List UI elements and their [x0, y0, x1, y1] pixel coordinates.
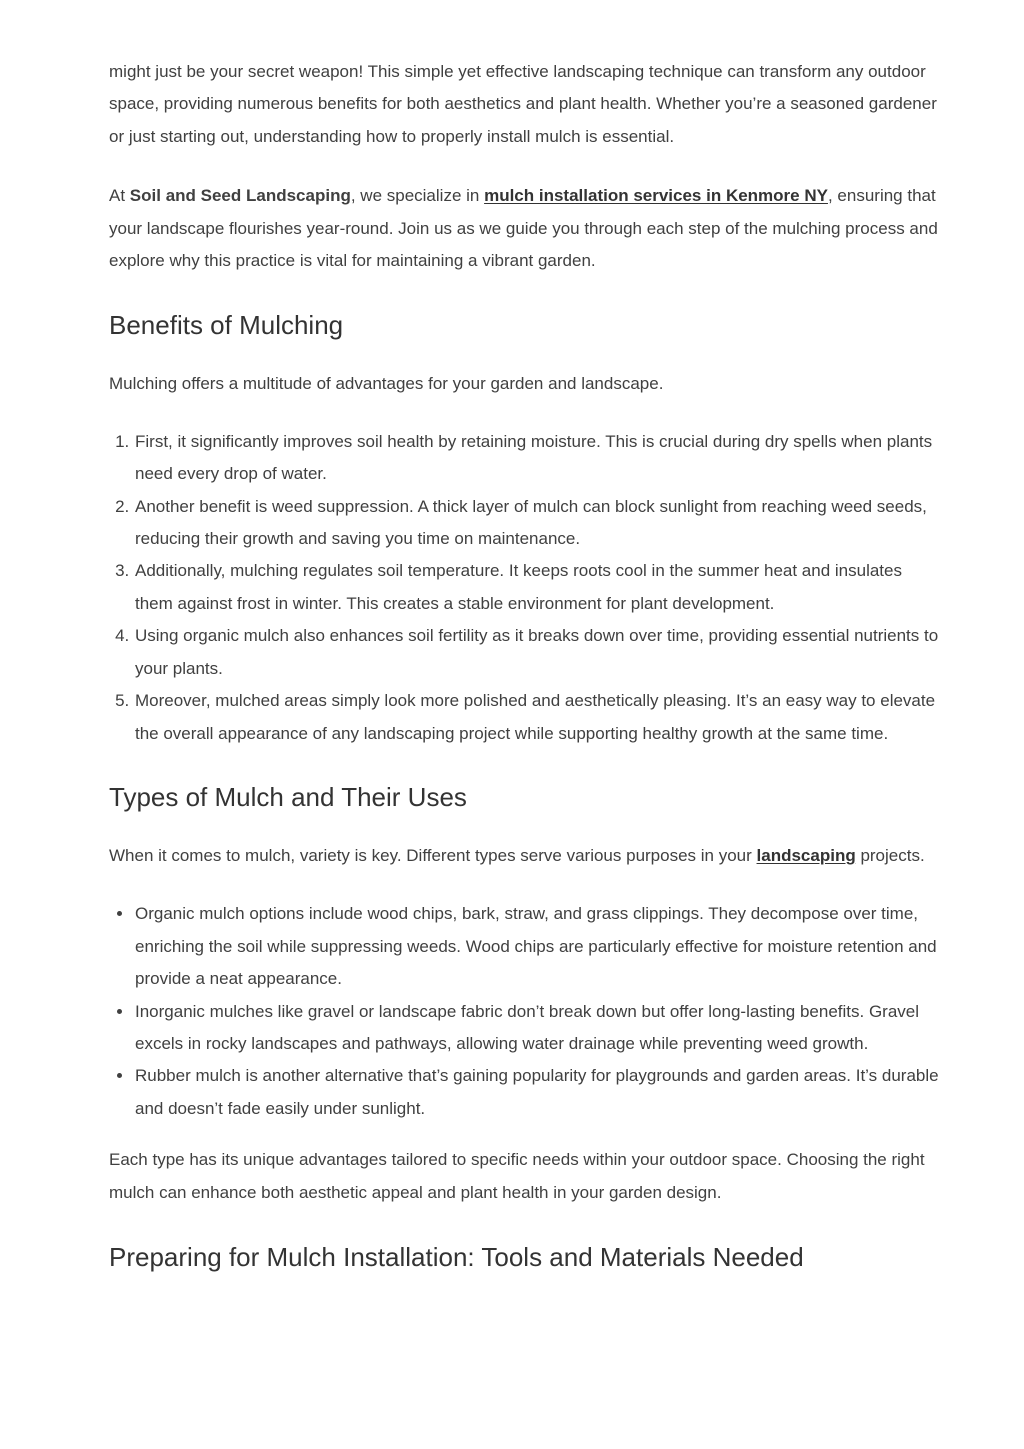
type-item: • Rubber mulch is another alternative that’s gaining popularity for playgrounds and garden areas. It’s durable and doesn’t fade easily under sunlight.	[134, 1060, 939, 1125]
types-summary: Each type has its unique advantages tailored to specific needs within your outdoor space. Choosing the right mulch can enhance both aesthetic appeal and plant health in your garden design.	[109, 1150, 925, 1202]
benefits-intro: Mulching offers a multitude of advantages for your garden and landscape.	[109, 374, 664, 394]
benefits-list	[109, 426, 939, 750]
landscaping-link[interactable]: landscaping	[756, 845, 856, 865]
type-item: • Organic mulch options include wood chips, bark, straw, and grass clippings. They decompose over time, enriching the soil while suppressing weeds. Wood chips are particularly effective for moisture retention and provide a neat appearance.	[134, 898, 939, 995]
company-name: Soil and Seed Landscaping	[129, 186, 351, 206]
company-suffix: , ensuring that your landscape flourishes year-round. Join us as we guide you through each step of the mulching process and explore why this practice is vital for maintaining a vibrant garden.	[109, 186, 938, 271]
benefit-item: 4. Using organic mulch also enhances soil fertility as it breaks down over time, providing essential nutrients to your plants.	[134, 620, 939, 685]
intro-paragraph: might just be your secret weapon! This simple yet effective landscaping technique can transform any outdoor space, providing numerous benefits for both aesthetics and plant health. Whether you’re a seasoned gardener or just starting out, understanding how to properly install mulch is essential.	[109, 62, 937, 146]
article-body	[109, 56, 939, 1274]
types-list	[109, 898, 939, 1125]
mulch-services-link[interactable]: mulch installation services in Kenmore NY	[484, 186, 828, 206]
benefit-item: 2. Another benefit is weed suppression. A thick layer of mulch can block sunlight from reaching weed seeds, reducing their growth and saving you time on maintenance.	[134, 491, 939, 556]
company-prefix: At	[109, 186, 130, 206]
types-intro-suffix: projects.	[855, 845, 925, 865]
benefit-item: 5. Moreover, mulched areas simply look more polished and aesthetically pleasing. It’s an easy way to elevate the overall appearance of any landscaping project while supporting healthy growth at the same time.	[134, 685, 939, 750]
benefit-item: 3. Additionally, mulching regulates soil temperature. It keeps roots cool in the summer heat and insulates them against frost in winter. This creates a stable environment for plant development.	[134, 555, 939, 620]
company-paragraph	[109, 180, 939, 277]
types-heading: Types of Mulch and Their Uses	[109, 781, 467, 812]
types-intro-prefix: When it comes to mulch, variety is key. Different types serve various purposes in your	[109, 845, 757, 865]
preparing-heading: Preparing for Mulch Installation: Tools and Materials Needed	[109, 1241, 804, 1272]
benefit-item: 1. First, it significantly improves soil health by retaining moisture. This is crucial during dry spells when plants need every drop of water.	[134, 426, 939, 491]
types-intro	[109, 840, 939, 872]
benefits-heading: Benefits of Mulching	[109, 310, 344, 341]
company-middle: , we specialize in	[350, 186, 485, 206]
type-item: • Inorganic mulches like gravel or landscape fabric don’t break down but offer long-lasting benefits. Gravel excels in rocky landscapes and pathways, allowing water drainage while preventing weed growth.	[134, 996, 939, 1061]
